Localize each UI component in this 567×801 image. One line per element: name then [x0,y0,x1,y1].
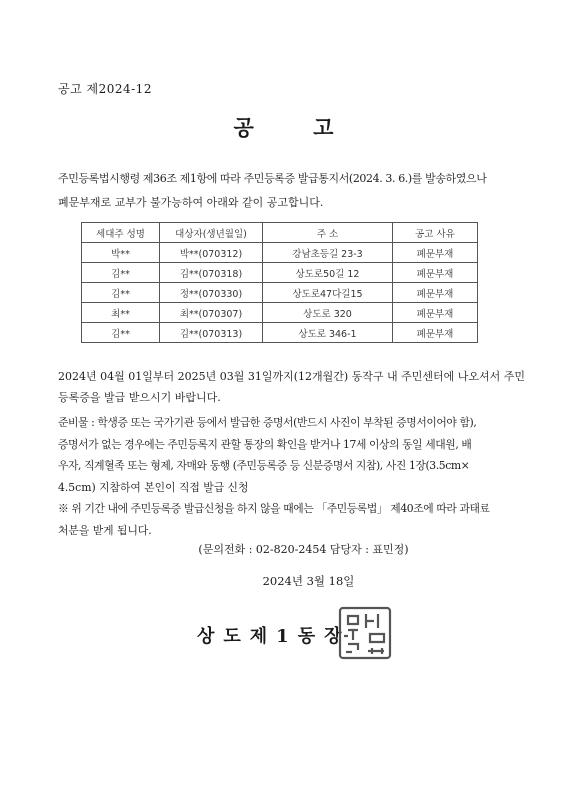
address-cell: 상도로 346-1 [263,323,393,343]
address-cell: 상도로47다길15 [263,283,393,303]
subject-cell: 박**(070312) [160,243,263,263]
table-header-row [82,223,478,243]
address-cell: 상도로50길 12 [263,263,393,283]
requirements-line-4: 4.5cm) 지참하여 본인이 직접 발급 신청 [58,480,249,494]
intro-line-2: 폐문부재로 교부가 불가능하여 아래와 같이 공고합니다. [58,196,324,209]
intro-paragraph [58,167,520,215]
subject-cell: 정**(070330) [160,283,263,303]
requirements-line-2: 증명서가 없는 경우에는 주민등록지 관할 통장의 확인을 받거나 17세 이상의 동일 세대원, 배 [58,437,472,451]
document-number: 공고 제2024-12 [58,82,152,96]
table-row [82,303,478,323]
notice-period-line-2: 등록증을 발급 받으시기 바랍니다. [58,391,221,404]
table-row [82,263,478,283]
recipient-table [81,222,478,343]
subject-cell: 김**(070318) [160,263,263,283]
requirements-line-3: 우자, 직계혈족 또는 형제, 자매와 동행 (주민등록증 등 신분증명서 지참), 사진 1장(3.5cm× [58,459,470,472]
notice-period-line-1: 2024년 04월 01일부터 2025년 03월 31일까지(12개월간) 동작구 내 주민센터에 나오셔서 주민 [58,370,526,383]
address-cell: 상도로 320 [263,303,393,323]
householder-cell: 김** [82,323,160,343]
penalty-note-line-1: ※ 위 기간 내에 주민등록증 발급신청을 하지 않을 때에는 「주민등록법」 제40조에 따라 과태료 [58,502,490,515]
header-reason: 공고 사유 [393,223,478,243]
subject-cell: 최**(070307) [160,303,263,323]
header-address: 주 소 [263,223,393,243]
requirements-paragraph [58,412,523,541]
intro-line-1: 주민등록법시행령 제36조 제1항에 따라 주민등록증 발급통지서(2024. 3. 6.)를 발송하였으나 [58,172,487,185]
penalty-note-line-2: 처분을 받게 됩니다. [58,523,152,537]
issue-date: 2024년 3월 18일 [262,574,355,588]
document-title: 공 고 [233,115,360,140]
table-row [82,283,478,303]
reason-cell: 폐문부재 [393,303,478,323]
table-row [82,243,478,263]
notice-period-paragraph [58,366,526,408]
reason-cell: 폐문부재 [393,283,478,303]
header-householder: 세대주 성명 [82,223,160,243]
householder-cell: 최** [82,303,160,323]
subject-cell: 김**(070313) [160,323,263,343]
reason-cell: 폐문부재 [393,243,478,263]
householder-cell: 김** [82,283,160,303]
householder-cell: 김** [82,263,160,283]
header-subject: 대상자(생년월일) [160,223,263,243]
householder-cell: 박** [82,243,160,263]
table-row [82,323,478,343]
address-cell: 강남초등길 23-3 [263,243,393,263]
signatory-title: 상도제1동장 [197,626,351,647]
reason-cell: 폐문부재 [393,263,478,283]
contact-info: (문의전화 : 02-820-2454 담당자 : 표민정) [198,543,409,556]
reason-cell: 폐문부재 [393,323,478,343]
official-seal-icon [336,604,394,662]
requirements-line-1: 준비물 : 학생증 또는 국가기관 등에서 발급한 증명서(반드시 사진이 부착된 증명서이어야 함), [58,416,477,429]
